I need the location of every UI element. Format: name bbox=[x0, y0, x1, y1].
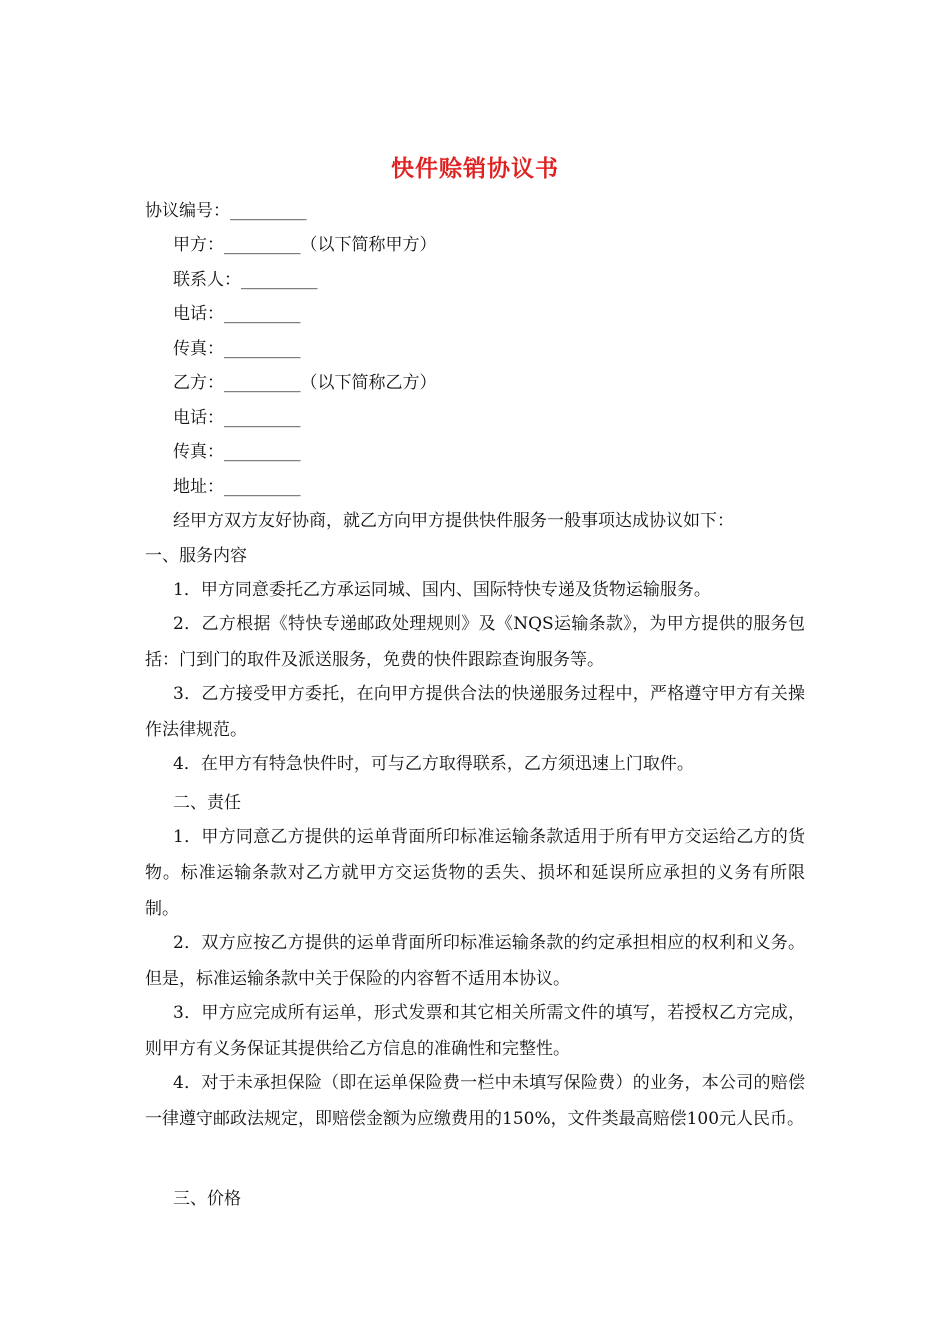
party-a-phone-field: 电话：_________ bbox=[173, 304, 301, 324]
service-item-1: 1．甲方同意委托乙方承运同城、国内、国际特快专递及货物运输服务。 bbox=[173, 580, 711, 600]
service-item-3: 3．乙方接受甲方委托，在向甲方提供合法的快递服务过程中，严格遵守甲方有关操作法律规范。 bbox=[145, 684, 805, 740]
party-b-fax-field: 传真：_________ bbox=[173, 442, 301, 462]
document-title: 快件赊销协议书 bbox=[391, 155, 559, 182]
address-field: 地址：_________ bbox=[173, 477, 301, 497]
party-b-field: 乙方：_________（以下简称乙方） bbox=[173, 373, 437, 393]
service-item-4: 4．在甲方有特急快件时，可与乙方取得联系，乙方须迅速上门取件。 bbox=[173, 754, 694, 774]
section-heading-responsibility: 二、责任 bbox=[173, 793, 241, 813]
service-item-2: 2．乙方根据《特快专递邮政处理规则》及《NQS运输条款》，为甲方提供的服务包括：门到门的取件及派送服务，免费的快件跟踪查询服务等。 bbox=[145, 614, 805, 670]
responsibility-item-4: 4．对于未承担保险（即在运单保险费一栏中未填写保险费）的业务，本公司的赔偿一律遵守邮政法规定，即赔偿金额为应缴费用的150%，文件类最高赔偿100元人民币。 bbox=[145, 1073, 805, 1129]
party-a-fax-field: 传真：_________ bbox=[173, 339, 301, 359]
intro-paragraph: 经甲方双方友好协商，就乙方向甲方提供快件服务一般事项达成协议如下： bbox=[173, 511, 734, 531]
section-heading-price: 三、价格 bbox=[173, 1189, 241, 1209]
contact-field: 联系人：_________ bbox=[173, 270, 318, 290]
responsibility-item-1: 1．甲方同意乙方提供的运单背面所印标准运输条款适用于所有甲方交运给乙方的货物。标准运输条款对乙方就甲方交运货物的丢失、损坏和延误所应承担的义务有所限制。 bbox=[145, 827, 805, 919]
responsibility-item-3: 3．甲方应完成所有运单，形式发票和其它相关所需文件的填写，若授权乙方完成，则甲方有义务保证其提供给乙方信息的准确性和完整性。 bbox=[145, 1003, 805, 1059]
party-a-field: 甲方：_________（以下简称甲方） bbox=[173, 235, 437, 255]
party-b-phone-field: 电话：_________ bbox=[173, 408, 301, 428]
responsibility-item-2: 2．双方应按乙方提供的运单背面所印标准运输条款的约定承担相应的权利和义务。但是，标准运输条款中关于保险的内容暂不适用本协议。 bbox=[145, 933, 805, 989]
section-heading-services: 一、服务内容 bbox=[145, 546, 247, 566]
agreement-number-field: 协议编号：_________ bbox=[145, 201, 307, 221]
